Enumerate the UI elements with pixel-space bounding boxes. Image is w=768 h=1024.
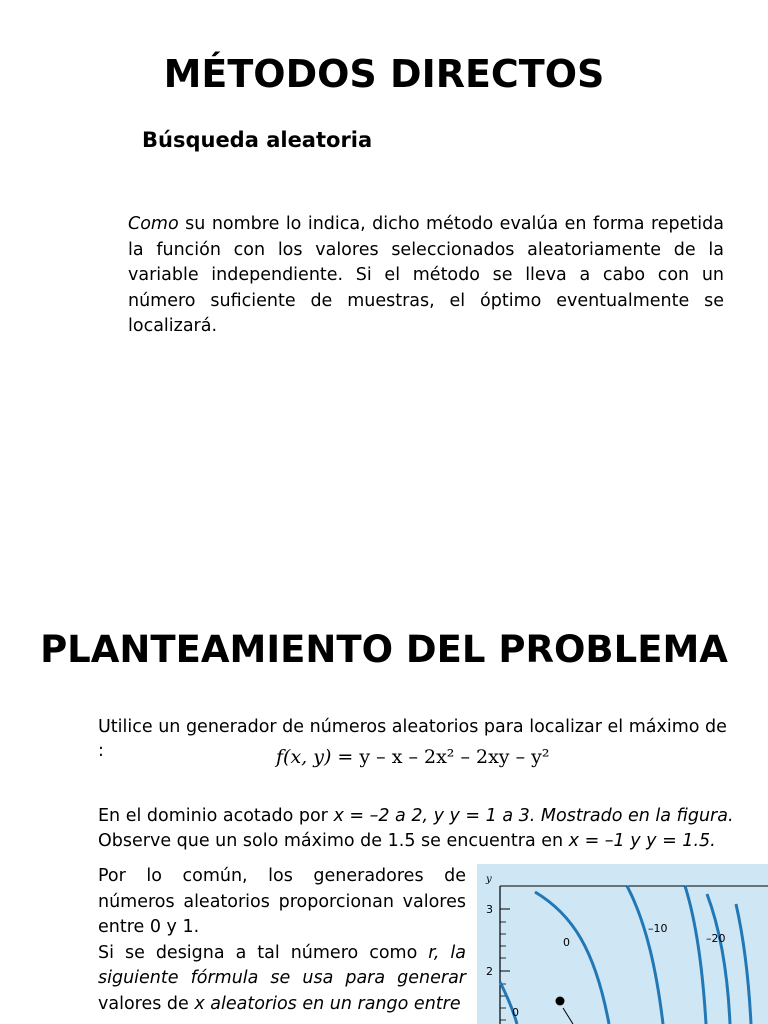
contour-label-minus20: –20 [706,932,726,945]
domain-line1-text: En el dominio acotado por [98,806,334,826]
contour-plot-svg [477,864,768,1024]
contour-label-minus10: –10 [648,922,668,935]
para3-sentence2-mid: valores de [98,993,195,1014]
para3-sentence2-start: Si se designa a tal número como [98,942,429,963]
contour-label-0: 0 [563,936,570,949]
contour-line-minus20 [736,904,751,1024]
formula-lhs: f(x, y) [276,746,332,768]
objective-formula [276,746,549,768]
contour-plot-figure [477,864,768,1024]
maximum-point-marker [556,997,565,1006]
random-generator-paragraph [98,864,466,1017]
maximum-pointer-line [563,1008,573,1024]
y-tick-label-2: 2 [486,965,493,978]
para3-sentence2-end: x aleatorios en un rango entre [194,993,461,1014]
domain-line2-text: Observe que un solo máximo de 1.5 se encuentra en [98,831,569,851]
contour-label-0-lower: 0 [512,1006,519,1019]
contour-line-0 [535,892,609,1024]
problem-intro: Utilice un generador de números aleatorios para localizar el máximo de : [98,717,727,761]
paragraph-lead-word: Como [128,214,179,234]
y-axis-label: y [486,874,492,885]
formula-rhs: = y – x – 2x² – 2xy – y² [331,746,550,768]
description-paragraph [128,212,724,340]
para3-sentence1: Por lo común, los generadores de números aleatorios proporcionan valores entre 0 y 1. [98,866,466,937]
domain-statement [98,804,748,854]
y-tick-label-3: 3 [486,903,493,916]
slide-title-metodos-directos: MÉTODOS DIRECTOS [163,52,605,96]
contour-line-minus5 [627,886,663,1024]
domain-line2-math: x = –1 y y = 1.5. [568,831,716,851]
para3-sentence2-italic: r, la siguiente fórmula se usa para generar [98,942,466,988]
paragraph-body: su nombre lo indica, dicho método evalúa en forma repetida la función con los valores seleccionados aleatoriamente de la variable independiente. Si el método se lleva a cabo con un número suficiente de muestras, el óptimo eventualmente se localizará. [128,214,724,336]
slide-subtitle: Búsqueda aleatoria [142,128,373,152]
domain-line1-math: x = –2 a 2, y y = 1 a 3. Mostrado en la figura. [333,806,734,826]
contour-line-minus10 [685,886,706,1024]
slide-title-planteamiento: PLANTEAMIENTO DEL PROBLEMA [40,628,728,671]
contour-line-minus15 [707,894,730,1024]
